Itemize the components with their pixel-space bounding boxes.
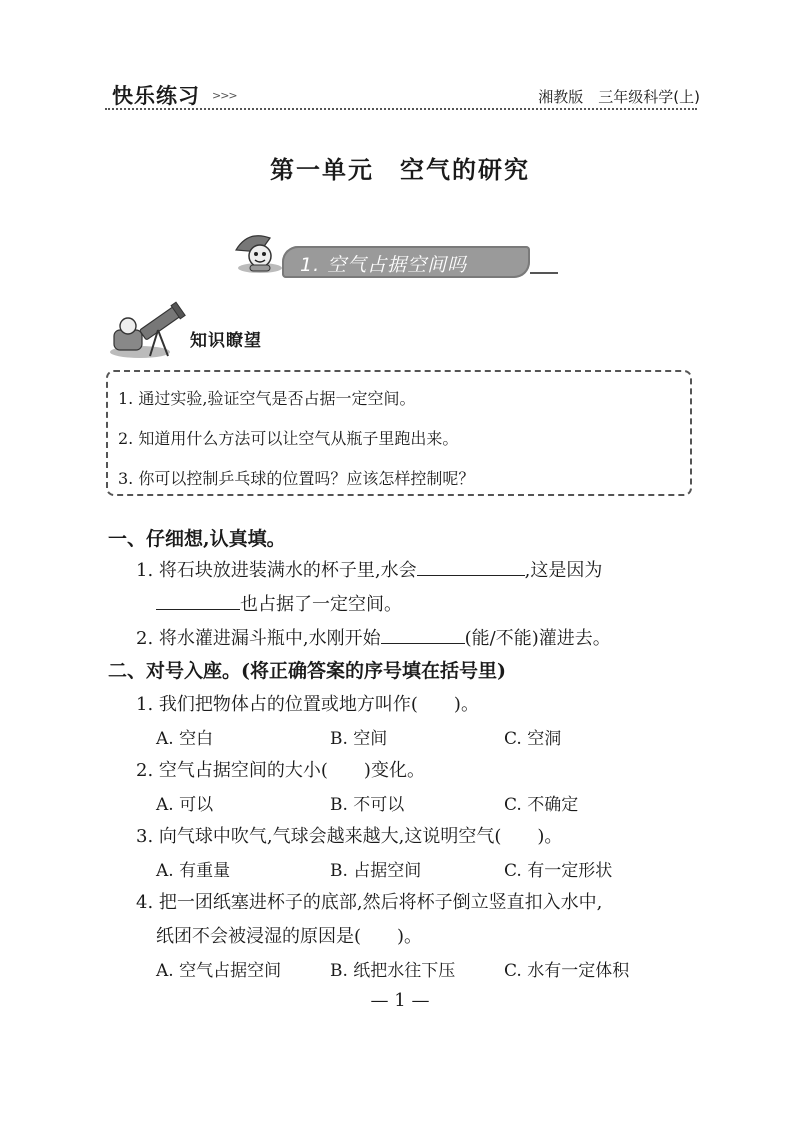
unit-title: 第一单元 空气的研究 bbox=[270, 155, 530, 184]
s2-q3-stem: 3. 向气球中吹气,气球会越来越大,这说明空气( )。 bbox=[136, 826, 563, 847]
s2-q2-option-b[interactable]: B. 不可以 bbox=[330, 795, 405, 815]
s2-q2-stem: 2. 空气占据空间的大小( )变化。 bbox=[136, 760, 425, 781]
header-left-title: 快乐练习 bbox=[112, 84, 200, 108]
page-number: — 1 — bbox=[370, 990, 430, 1011]
s2-q4-stem: 4. 把一团纸塞进杯子的底部,然后将杯子倒立竖直扣入水中, bbox=[136, 892, 603, 913]
q1-text-a: 1. 将石块放进装满水的杯子里,水会 bbox=[136, 560, 417, 581]
s2-q3-option-b[interactable]: B. 占据空间 bbox=[330, 861, 422, 881]
knowledge-label: 知识瞭望 bbox=[190, 331, 262, 351]
header-divider bbox=[105, 108, 697, 110]
q2-text-b: (能/不能)灌进去。 bbox=[464, 628, 611, 649]
section1-q2 bbox=[136, 624, 611, 650]
cartoon-character-icon bbox=[230, 228, 286, 274]
knowledge-item-1: 1. 通过实验,验证空气是否占据一定空间。 bbox=[118, 389, 416, 408]
q2-text-a: 2. 将水灌进漏斗瓶中,水刚开始 bbox=[136, 628, 381, 649]
banner-tail-line bbox=[530, 272, 558, 274]
s2-q1-option-a[interactable]: A. 空白 bbox=[156, 729, 214, 749]
knowledge-item-2: 2. 知道用什么方法可以让空气从瓶子里跑出来。 bbox=[118, 429, 459, 448]
s2-q2-option-c[interactable]: C. 不确定 bbox=[504, 795, 579, 815]
s2-q4-option-c[interactable]: C. 水有一定体积 bbox=[504, 961, 630, 981]
header-right-title: 湘教版 三年级科学(上) bbox=[538, 88, 700, 106]
telescope-icon bbox=[106, 296, 190, 360]
s2-q4-option-b[interactable]: B. 纸把水往下压 bbox=[330, 961, 456, 981]
s2-q4-option-a[interactable]: A. 空气占据空间 bbox=[156, 961, 282, 981]
section2-title: 二、对号入座。(将正确答案的序号填在括号里) bbox=[108, 660, 506, 682]
q2-blank[interactable] bbox=[381, 625, 465, 644]
section1-title: 一、仔细想,认真填。 bbox=[108, 528, 286, 550]
header-arrows: >>> bbox=[212, 89, 237, 102]
q1-blank-2[interactable] bbox=[156, 591, 240, 610]
knowledge-item-3: 3. 你可以控制乒乓球的位置吗？应该怎样控制呢？ bbox=[118, 469, 475, 488]
q1-text-c: 也占据了一定空间。 bbox=[240, 594, 402, 615]
lesson-title: 1. 空气占据空间吗 bbox=[300, 254, 468, 276]
s2-q3-option-c[interactable]: C. 有一定形状 bbox=[504, 861, 613, 881]
q1-blank-1[interactable] bbox=[417, 557, 525, 576]
section1-q1-line2 bbox=[156, 590, 402, 616]
s2-q4-stem-line2: 纸团不会被浸湿的原因是( )。 bbox=[156, 926, 423, 947]
q1-text-b: ,这是因为 bbox=[524, 560, 603, 581]
s2-q2-option-a[interactable]: A. 可以 bbox=[156, 795, 214, 815]
section1-q1-line1 bbox=[136, 556, 602, 582]
s2-q1-option-c[interactable]: C. 空洞 bbox=[504, 729, 562, 749]
s2-q3-option-a[interactable]: A. 有重量 bbox=[156, 861, 231, 881]
s2-q1-option-b[interactable]: B. 空间 bbox=[330, 729, 388, 749]
s2-q1-stem: 1. 我们把物体占的位置或地方叫作( )。 bbox=[136, 694, 479, 715]
